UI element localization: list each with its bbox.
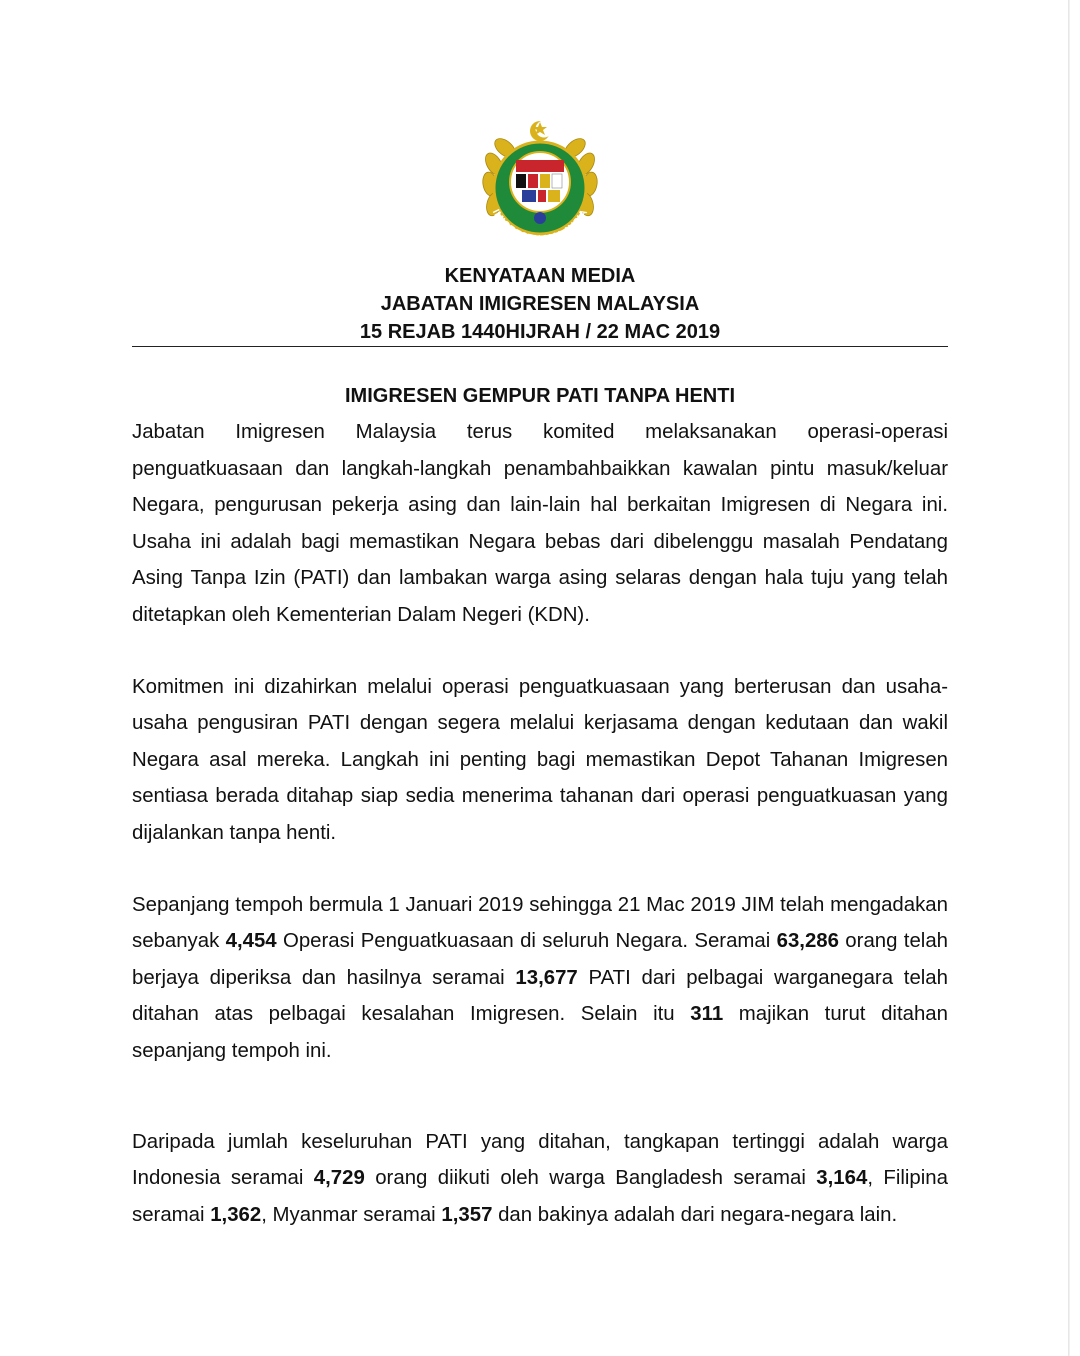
paragraph-4-text: , Myanmar seramai: [261, 1203, 442, 1226]
paragraph-4-text: Daripada jumlah keseluruhan PATI yang ditahan, tangkapan tertinggi adalah warga Indonesia seramai: [132, 1130, 948, 1190]
document-body: [132, 414, 948, 1233]
paragraph-4-text: dan bakinya adalah dari negara-negara lain.: [492, 1203, 898, 1226]
header-line-2: JABATAN IMIGRESEN MALAYSIA: [380, 293, 700, 315]
paragraph-4-text: , Filipina seramai: [132, 1167, 948, 1226]
paragraph-3-text: Operasi Penguatkuasaan di seluruh Negara. Seramai: [276, 930, 777, 953]
stat-majikan: 311: [690, 1003, 724, 1026]
stat-bangladesh: 3,164: [816, 1167, 868, 1190]
paragraph-4-text: orang diikuti oleh warga Bangladesh seramai: [364, 1167, 817, 1190]
paragraph-3-text: PATI dari pelbagai warganegara telah ditahan atas pelbagai kesalahan Imigresen. Selain itu: [132, 966, 948, 1026]
header-line-1: KENYATAAN MEDIA: [444, 265, 636, 287]
stat-pati-ditahan: 13,677: [515, 966, 578, 989]
imigresen-crest-logo: [470, 118, 610, 258]
document-title: IMIGRESEN GEMPUR PATI TANPA HENTI: [344, 385, 735, 407]
paragraph-1: Jabatan Imigresen Malaysia terus komited melaksanakan operasi-operasi penguatkuasaan dan langkah-langkah penambahbaikkan kawalan pintu masuk/keluar Negara, pengurusan pekerja asing dan lain-lain hal berkaitan Imigresen di Negara ini. Usaha ini adalah bagi memastikan Negara bebas dari dibelenggu masalah Pendatang Asing Tanpa Izin (PATI) dan lambakan warga asing selaras dengan hala tuju yang telah ditetapkan oleh Kementerian Dalam Negeri (KDN).: [132, 421, 948, 626]
stat-indonesia: 4,729: [313, 1167, 365, 1190]
stat-myanmar: 1,357: [441, 1203, 493, 1226]
stat-diperiksa: 63,286: [776, 930, 839, 953]
header: [132, 262, 948, 346]
paragraph-3: [132, 887, 948, 1070]
crest-text: IMIGRESEN MALAYSIA: [489, 207, 591, 246]
paragraph-2: Komitmen ini dizahirkan melalui operasi penguatkuasaan yang berterusan dan usaha-usaha pengusiran PATI dengan segera melalui kerjasama dengan kedutaan dan wakil Negara asal mereka. Langkah ini penting bagi memastikan Depot Tahanan Imigresen sentiasa berada ditahap siap sedia menerima tahanan dari operasi penguatkuasan yang dijalankan tanpa henti.: [132, 675, 948, 844]
stat-filipina: 1,362: [210, 1203, 262, 1226]
paragraph-3-text: majikan turut ditahan sepanjang tempoh ini.: [132, 1003, 948, 1062]
stat-operasi: 4,454: [225, 930, 277, 953]
header-divider: [132, 346, 948, 347]
paragraph-3-text: Sepanjang tempoh bermula 1 Januari 2019 sehingga 21 Mac 2019 JIM telah mengadakan sebanyak: [132, 893, 948, 953]
header-line-3: 15 REJAB 1440HIJRAH / 22 MAC 2019: [359, 321, 721, 343]
paragraph-3-text: orang telah berjaya diperiksa dan hasilnya seramai: [132, 930, 949, 989]
paragraph-4: [132, 1124, 948, 1234]
page-edge: [1068, 0, 1070, 1356]
